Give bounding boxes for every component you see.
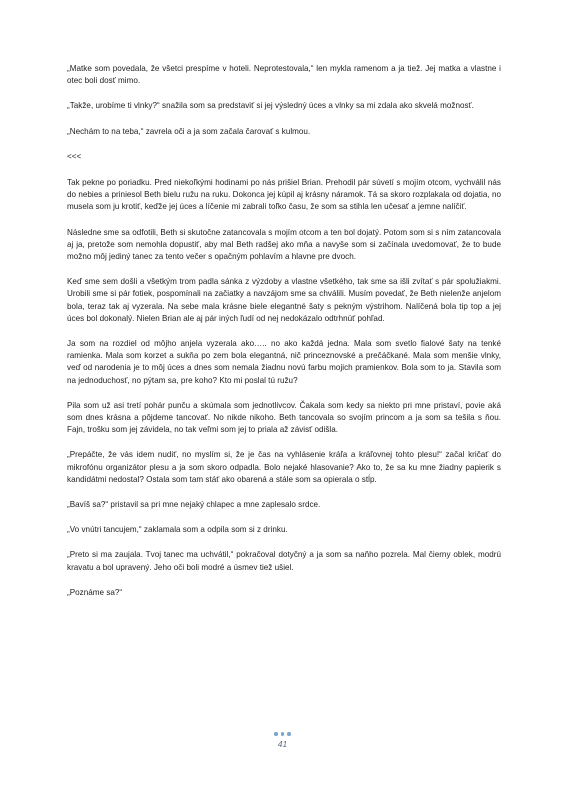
paragraph: Keď sme sem došli a všetkým trom padla sánka z výzdoby a vlastne všetkého, tak sme sa išli zvítať s pár spolužiakmi. Urobili sme si pár fotiek, pospomínali na začiatky a navzájom sme sa chválili. Musím povedať, že Beth nielenže anjelom bola, teraz tak aj vyzerala. Na sebe mala krásne biele elegantné šaty s pekným výstrihom. Nalíčená bola tip top a jej úces bol dokonalý. Nielen Brian ale aj pár iných ľudí od nej nedokázalo odtrhnúť pohľad. xyxy=(67,277,501,323)
page-footer xyxy=(0,732,565,749)
dot-icon xyxy=(287,732,291,736)
paragraph: „Preto si ma zaujala. Tvoj tanec ma uchvátil,“ pokračoval dotyčný a ja som sa naňho pozrela. Mal čierny oblek, modrú kravatu a bol upravený. Jeho oči boli modré a úsmev tiež ušiel. xyxy=(67,550,501,572)
paragraph: „Bavíš sa?“ pristavil sa pri mne nejaký chlapec a mne zaplesalo srdce. xyxy=(67,500,321,510)
page-number: 41 xyxy=(277,738,288,749)
paragraph: „Vo vnútri tancujem,“ zaklamala som a odpila som si z drinku. xyxy=(67,525,288,535)
paragraph: „Prepáčte, že vás idem nudiť, no myslím si, že je čas na vyhlásenie kráľa a kráľovnej tohto plesu!“ začal kričať do mikrofónu organizátor plesu a ja som skoro odpadla. Bolo nejaké hlasovanie? Ako to, že sa ku mne žiadny papierik s kandidátmi nedostal? Ostala som tam stáť ako obarená a stále som sa opierala o stĺp. xyxy=(67,450,501,484)
paragraph: „Matke som povedala, že všetci prespíme v hoteli. Neprotestovala,“ len mykla ramenom a ja tiež. Jej matka a vlastne i otec boli dosť mimo. xyxy=(67,64,501,86)
paragraph: „Poznáme sa?“ xyxy=(67,587,123,597)
page-body xyxy=(67,63,501,612)
paragraph: Tak pekne po poriadku. Pred niekoľkými hodinami po nás prišiel Brian. Prehodil pár súvetí s mojím otcom, vychválil nás do nebies a priniesol Beth bielu ružu na ruku. Dokonca jej kúpil aj krásny náramok. Tá sa skoro rozplakala od dojatia, no musela som ju krotiť, keďže jej úces a líčenie mi zabrali toľko času, že som sa stihla len učesať a jemne nalíčiť. xyxy=(67,178,501,212)
footer-dots-ornament xyxy=(0,732,565,736)
paragraph: Následne sme sa odfotili, Beth si skutočne zatancovala s mojím otcom a ten bol dojatý. Potom som si s ním zatancovala aj ja, pretože som nemohla dopustiť, aby mal Beth radšej ako mňa a navyše som si začínala uvedomovať, že to bude možno môj jediný tanec za tento večer s opačným pohlavím a hlavne pre dvoch. xyxy=(67,227,501,262)
paragraph: Ja som na rozdiel od môjho anjela vyzerala ako….. no ako každá jedna. Mala som svetlo fialové šaty na tenké ramienka. Mala som korzet a sukňa po zem bola elegantná, nič princeznovské a prečáčkané. Mala som menšie vlnky, veď od narodenia je to môj úces a dnes som nemala žiadnu novú farbu mojich pramienkov. Bola som to ja. Stavila som na jednoduchosť, no pýtam sa, pre koho? Kto mi poslal tú ružu? xyxy=(67,339,501,385)
scene-separator: <<< xyxy=(67,151,82,161)
dot-icon xyxy=(281,732,285,736)
dot-icon xyxy=(274,732,278,736)
paragraph: „Nechám to na teba,“ zavrela oči a ja som začala čarovať s kulmou. xyxy=(67,126,311,136)
paragraph: Pila som už asi tretí pohár punču a skúmala som jednotlivcov. Čakala som kedy sa niekto pri mne pristaví, povie aká som dnes krásna a pôjdeme tancovať. No nikde nikoho. Beth tancovala so svojím princom a ja som sa tešila s ňou. Fajn, trošku som jej závidela, no tak veľmi som jej to priala až závisť odišla. xyxy=(67,400,501,435)
paragraph: „Takže, urobíme ti vlnky?“ snažila som sa predstaviť si jej výsledný úces a vlnky sa mi zdala ako skvelá možnosť. xyxy=(67,101,474,111)
